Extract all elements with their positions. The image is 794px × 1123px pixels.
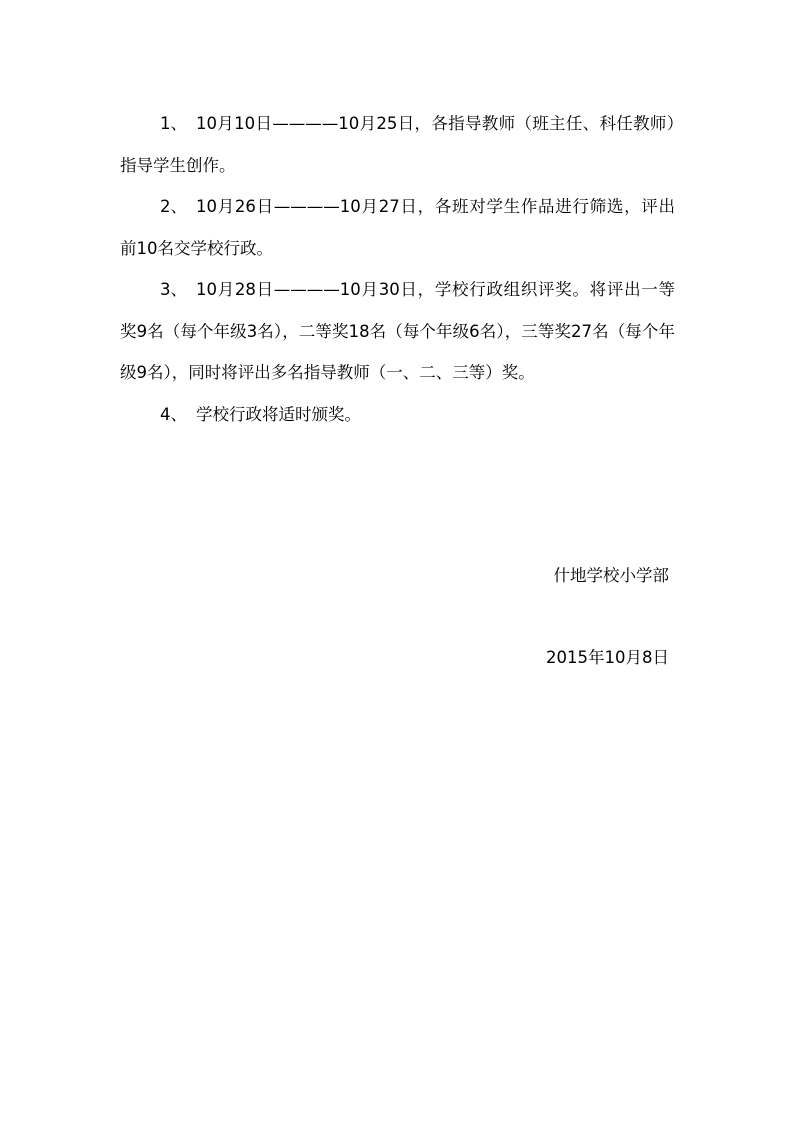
item-text: 10月28日————10月30日，学校行政组织评奖。将评出一等奖9名（每个年级3名），二等奖18名（每个年级6名），三等奖27名（每个年级9名），同时将评出多名指导教师（一、二、三等）奖。 (120, 280, 675, 382)
list-item (120, 269, 675, 394)
list-item (120, 394, 675, 436)
item-number: 1、 (160, 114, 187, 133)
item-number: 3、 (160, 280, 187, 299)
item-text: 学校行政将适时颁奖。 (196, 404, 361, 424)
item-text: 10月10日————10月25日，各指导教师（班主任、科任教师）指导学生创作。 (120, 114, 675, 175)
item-number: 2、 (160, 197, 187, 216)
document-body (120, 103, 675, 435)
signature-date: 2015年10月8日 (546, 648, 669, 667)
signature-organization: 什地学校小学部 (553, 566, 669, 585)
list-item (120, 186, 675, 269)
item-number: 4、 (160, 404, 187, 424)
list-item (120, 103, 675, 186)
item-text: 10月26日————10月27日，各班对学生作品进行筛选，评出前10名交学校行政。 (120, 197, 675, 258)
